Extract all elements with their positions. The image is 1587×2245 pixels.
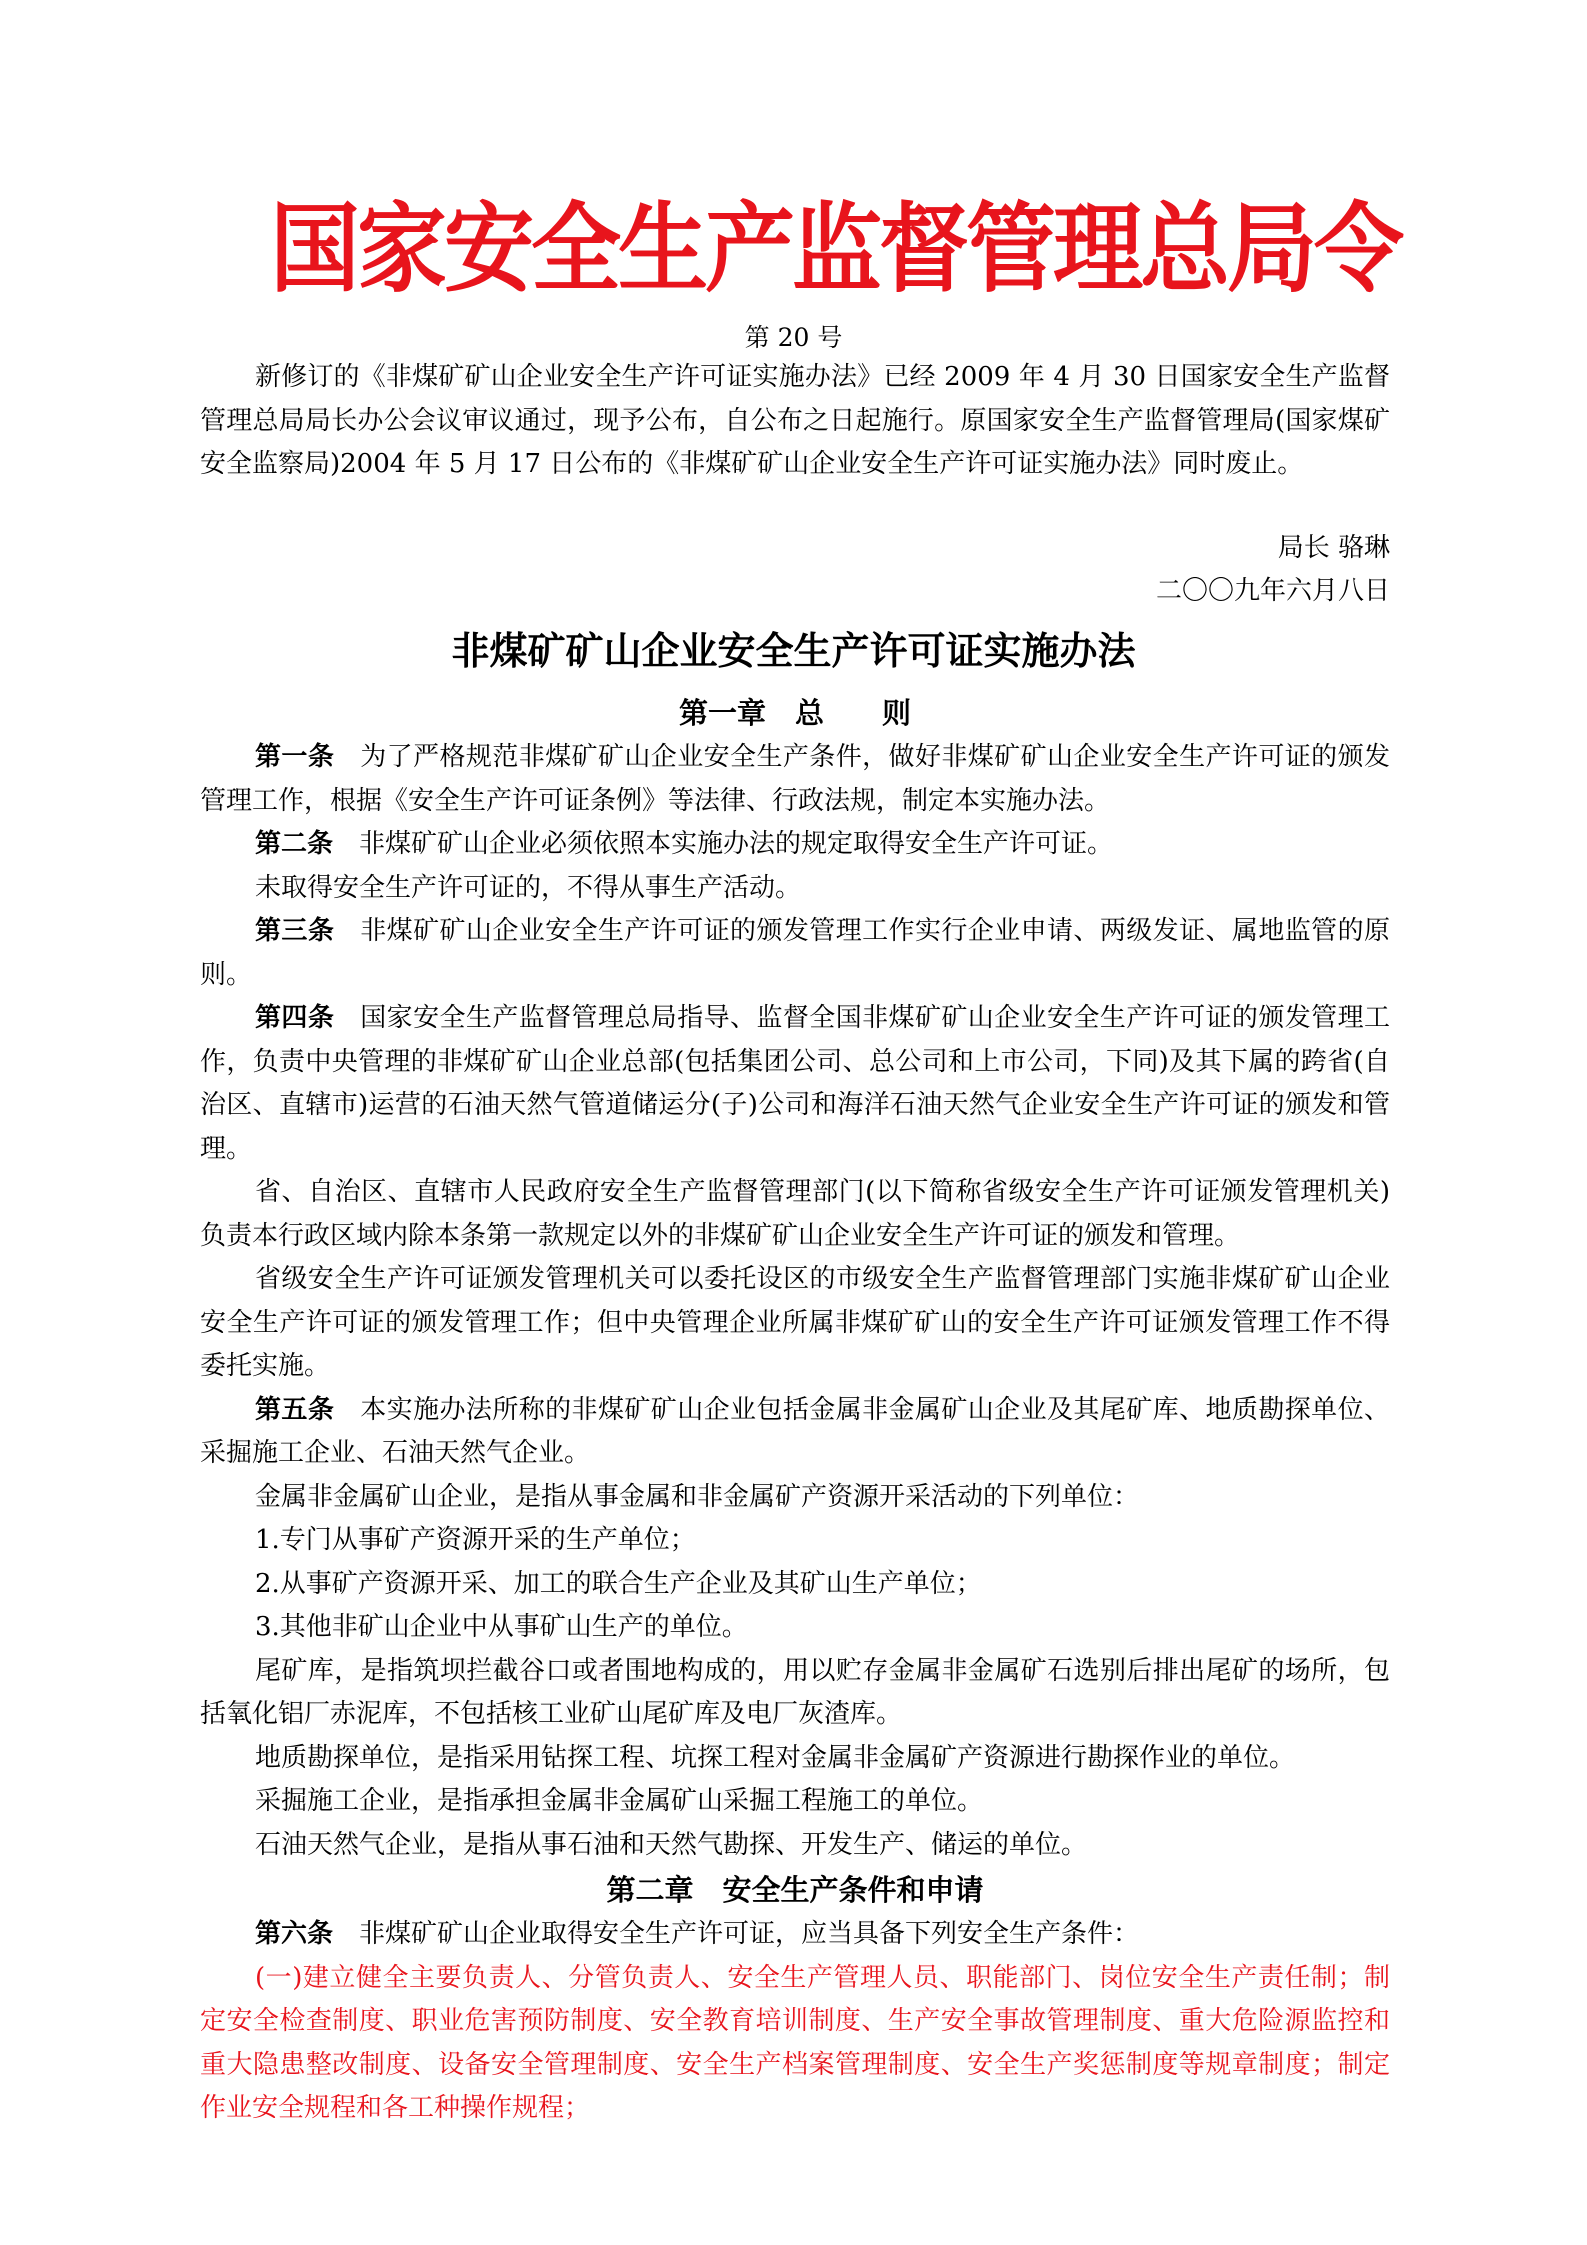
list-item: 1.专门从事矿产资源开采的生产单位； — [255, 1525, 696, 1555]
signatory: 局长 骆琳 — [1277, 533, 1390, 563]
order-number: 第 20 号 — [744, 323, 843, 352]
list-item: 2.从事矿产资源开采、加工的联合生产企业及其矿山生产单位； — [255, 1568, 982, 1599]
article-label: 第四条 — [255, 1003, 335, 1033]
article-text: 非煤矿矿山企业必须依照本实施办法的规定取得安全生产许可证。 — [359, 829, 1114, 859]
chapter-heading-2: 第二章 安全生产条件和申请 — [606, 1873, 984, 1907]
article-5 — [200, 1389, 1390, 1476]
article-paragraph: 金属非金属矿山企业，是指从事金属和非金属矿产资源开采活动的下列单位： — [255, 1481, 1140, 1512]
article-paragraph: 石油天然气企业，是指从事石油和天然气勘探、开发生产、储运的单位。 — [255, 1829, 1088, 1860]
article-text: 本实施办法所称的非煤矿矿山企业包括金属非金属矿山企业及其尾矿库、地质勘探单位、采掘施工企业、石油天然气企业。 — [200, 1394, 1390, 1468]
article-text: 非煤矿矿山企业安全生产许可证的颁发管理工作实行企业申请、两级发证、属地监管的原则。 — [200, 916, 1390, 990]
masthead-title: 国家安全生产监督管理总局令 — [270, 192, 1401, 307]
article-1 — [200, 736, 1390, 823]
article-4 — [200, 997, 1390, 1171]
highlighted-list-item: (一)建立健全主要负责人、分管负责人、安全生产管理人员、职能部门、岗位安全生产责任制；制定安全检查制度、职业危害预防制度、安全教育培训制度、生产安全事故管理制度、重大危险源监控和重大隐患整改制度、设备安全管理制度、安全生产档案管理制度、安全生产奖惩制度等规章制度；制定作业安全规程和各工种操作规程； — [200, 1962, 1390, 2123]
article-paragraph: 未取得安全生产许可证的，不得从事生产活动。 — [255, 872, 802, 903]
article-paragraph: 尾矿库，是指筑坝拦截谷口或者围地构成的，用以贮存金属非金属矿石选别后排出尾矿的场所，包括氧化铝厂赤泥库，不包括核工业矿山尾矿库及电厂灰渣库。 — [200, 1655, 1390, 1729]
chapter-heading-1: 第一章 总 则 — [678, 696, 911, 730]
article-6 — [200, 1913, 1390, 1957]
article-paragraph: 采掘施工企业，是指承担金属非金属矿山采掘工程施工的单位。 — [255, 1786, 984, 1816]
list-item: 3.其他非矿山企业中从事矿山生产的单位。 — [255, 1612, 748, 1642]
article-label: 第三条 — [255, 916, 335, 946]
article-label: 第二条 — [255, 829, 334, 859]
article-2 — [200, 823, 1390, 867]
signature-date: 二〇〇九年六月八日 — [1155, 576, 1390, 606]
article-label: 第五条 — [255, 1394, 335, 1425]
articles-body — [200, 690, 1390, 2131]
document-title: 非煤矿矿山企业安全生产许可证实施办法 — [451, 629, 1136, 673]
article-paragraph: 省、自治区、直辖市人民政府安全生产监督管理部门(以下简称省级安全生产许可证颁发管理机关)负责本行政区域内除本条第一款规定以外的非煤矿矿山企业安全生产许可证的颁发和管理。 — [200, 1177, 1390, 1251]
article-3 — [200, 910, 1390, 997]
article-label: 第六条 — [255, 1919, 334, 1949]
article-text: 国家安全生产监督管理总局指导、监督全国非煤矿矿山企业安全生产许可证的颁发管理工作，负责中央管理的非煤矿矿山企业总部(包括集团公司、总公司和上市公司，下同)及其下属的跨省(自治区、直辖市)运营的石油天然气管道储运分(子)公司和海洋石油天然气企业安全生产许可证的颁发和管理。 — [200, 1003, 1390, 1164]
article-paragraph: 省级安全生产许可证颁发管理机关可以委托设区的市级安全生产监督管理部门实施非煤矿矿山企业安全生产许可证的颁发管理工作；但中央管理企业所属非煤矿矿山的安全生产许可证颁发管理工作不得委托实施。 — [200, 1264, 1390, 1381]
article-text: 为了严格规范非煤矿矿山企业安全生产条件，做好非煤矿矿山企业安全生产许可证的颁发管理工作，根据《安全生产许可证条例》等法律、行政法规，制定本实施办法。 — [200, 742, 1390, 816]
article-text: 非煤矿矿山企业取得安全生产许可证，应当具备下列安全生产条件： — [359, 1919, 1140, 1949]
article-label: 第一条 — [255, 742, 335, 772]
article-paragraph: 地质勘探单位，是指采用钻探工程、坑探工程对金属非金属矿产资源进行勘探作业的单位。 — [255, 1742, 1296, 1773]
preamble-paragraph: 新修订的《非煤矿矿山企业安全生产许可证实施办法》已经 2009 年 4 月 30 日国家安全生产监督管理总局局长办公会议审议通过，现予公布，自公布之日起施行。原国家安全生产监督管理局(国家煤矿安全监察局)2004 年 5 月 17 日公布的《非煤矿矿山企业安全生产许可证实施办法》同时废止。 — [200, 362, 1390, 479]
preamble — [200, 356, 1390, 487]
